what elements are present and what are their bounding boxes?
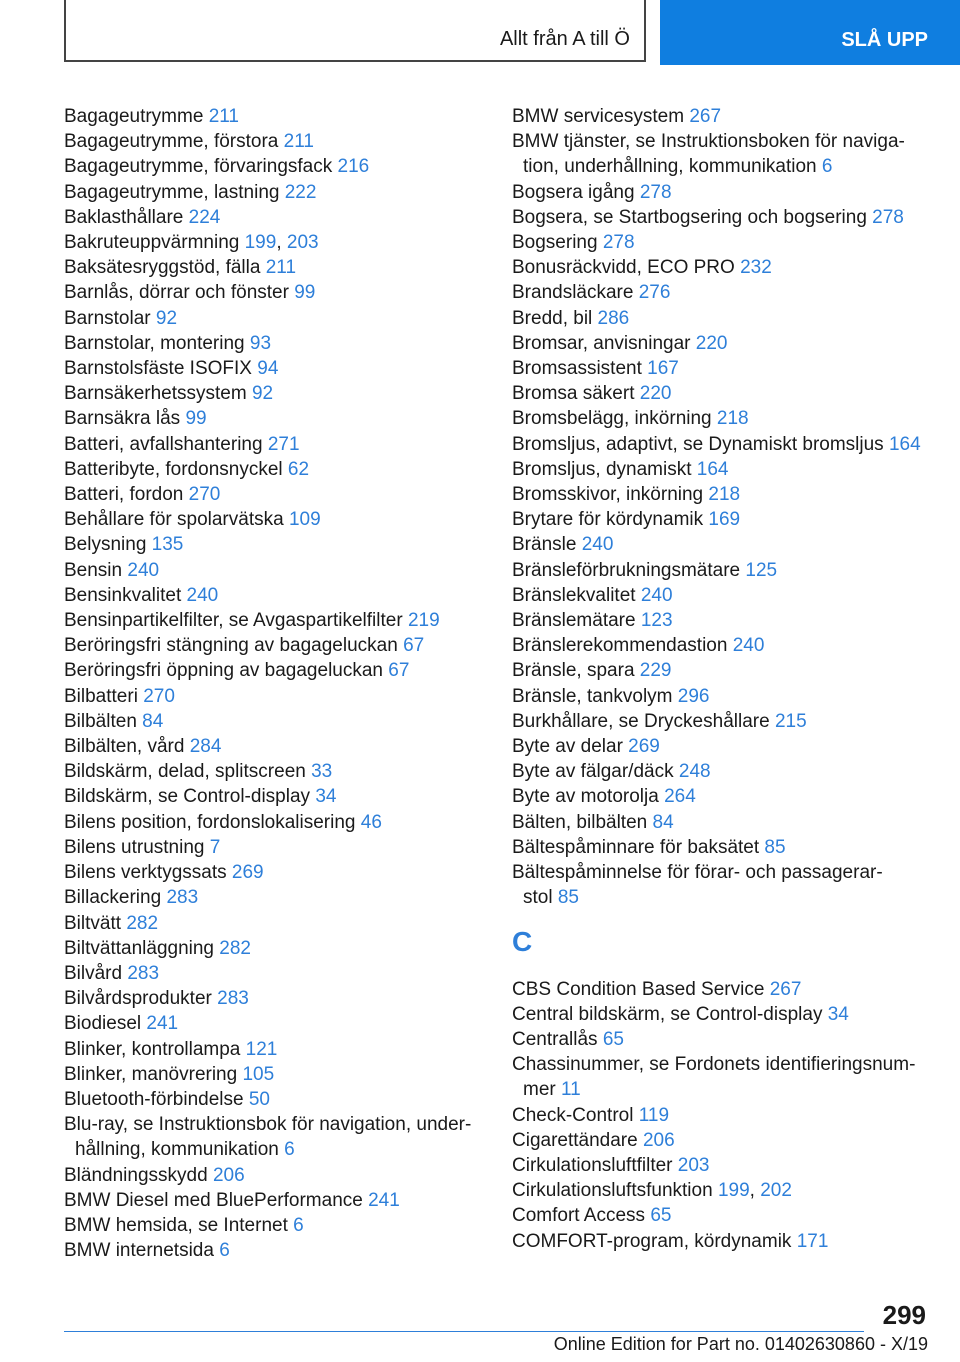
- index-entry: [64, 1011, 484, 1036]
- entry-text: Bältespåminnare för baksätet: [512, 836, 765, 858]
- entry-text: Byte av fälgar/däck: [512, 761, 679, 783]
- entry-text: Byte av delar: [512, 736, 629, 758]
- entry-text: Barnstolar: [64, 307, 156, 329]
- entry-text: mer: [523, 1079, 561, 1101]
- page-link[interactable]: 229: [639, 660, 672, 682]
- index-entry: Cirkulationsluftsfunktion 199, 202: [512, 1180, 792, 1202]
- entry-text: Baksätesryggstöd, fälla: [64, 257, 266, 279]
- page-link[interactable]: 6: [219, 1240, 230, 1262]
- entry-text: Batteri, fordon: [64, 484, 189, 506]
- index-entry: [64, 1163, 484, 1188]
- index-entry: [512, 709, 932, 734]
- index-entry: [64, 558, 484, 583]
- page-link[interactable]: 84: [652, 811, 674, 833]
- page-link[interactable]: 50: [248, 1088, 270, 1110]
- entry-text: Biltvättanläggning: [64, 937, 220, 959]
- index-entry: [64, 507, 484, 532]
- entry-text: Bonusräckvidd, ECO PRO: [512, 257, 741, 279]
- entry-text: Batteribyte, fordonsnyckel: [64, 458, 288, 480]
- page-link[interactable]: 164: [696, 458, 729, 480]
- entry-text: Bromsljus, adaptivt, se Dynamiskt bromsljus: [512, 433, 889, 455]
- page-link[interactable]: 222: [284, 181, 317, 203]
- page-link[interactable]: 121: [245, 1038, 278, 1060]
- entry-text: Bluetooth-förbindelse: [64, 1088, 249, 1110]
- entry-text: Comfort Access: [512, 1205, 651, 1227]
- entry-text: Bilbälten, vård: [64, 736, 190, 758]
- index-entry: [512, 1128, 932, 1153]
- page-link[interactable]: 240: [186, 584, 219, 606]
- entry-text: Beröringsfri stängning av bagageluckan: [64, 635, 404, 657]
- page-link[interactable]: 92: [251, 383, 274, 405]
- index-entry: [64, 356, 484, 381]
- index-entry: Bakruteuppvärmning 199, 203: [64, 232, 319, 254]
- page-link[interactable]: 278: [602, 232, 635, 254]
- page-link[interactable]: 276: [638, 282, 671, 304]
- index-entry: [512, 532, 932, 557]
- page-link[interactable]: 6: [293, 1214, 304, 1236]
- index-entry: [512, 1027, 932, 1052]
- entry-text: tion, underhållning, kommunikation: [523, 156, 822, 178]
- entry-text: Bildskärm, se Control-display: [64, 786, 316, 808]
- index-entry: [512, 583, 932, 608]
- page-link[interactable]: 199: [717, 1180, 750, 1202]
- index-entry: [64, 1087, 484, 1112]
- index-entry: [512, 784, 932, 809]
- page-link[interactable]: 135: [151, 534, 184, 556]
- index-entry: [512, 860, 932, 910]
- page-link[interactable]: 267: [769, 978, 802, 1000]
- entry-text: Beröringsfri öppning av bagageluckan: [64, 660, 389, 682]
- entry-text: Bränslemätare: [512, 610, 641, 632]
- page-link[interactable]: 296: [677, 685, 710, 707]
- page-link[interactable]: 269: [231, 862, 264, 884]
- entry-text: Bilbatteri: [64, 685, 144, 707]
- page-link[interactable]: 240: [640, 584, 673, 606]
- index-entry: [64, 129, 484, 154]
- page-link[interactable]: 84: [142, 710, 164, 732]
- page-link[interactable]: 219: [407, 610, 440, 632]
- entry-text: Bränslekvalitet: [512, 584, 641, 606]
- entry-text: Bilens utrustning: [64, 836, 210, 858]
- entry-text: Barnstolar, montering: [64, 332, 250, 354]
- index-entry: [64, 936, 484, 961]
- page-link[interactable]: 109: [288, 509, 321, 531]
- page-link[interactable]: 286: [597, 307, 630, 329]
- index-entry: [512, 381, 932, 406]
- entry-text: Bogsera igång: [512, 181, 640, 203]
- entry-text: Bränsleförbrukningsmätare: [512, 559, 746, 581]
- page-link[interactable]: 270: [143, 685, 175, 707]
- index-entry: [64, 986, 484, 1011]
- index-entry: [64, 532, 484, 557]
- page-link[interactable]: 211: [265, 257, 297, 279]
- entry-text: Bromsa säkert: [512, 383, 640, 405]
- index-entry: [512, 180, 932, 205]
- index-entry: [512, 684, 932, 709]
- page-link[interactable]: 93: [249, 332, 272, 354]
- footer-edition: Online Edition for Part no. 01402630860 - X/19: [553, 1334, 928, 1354]
- entry-text: Baklasthållare: [64, 206, 189, 228]
- entry-text: Bränsle, spara: [512, 660, 640, 682]
- page-link[interactable]: 267: [689, 106, 722, 127]
- page-link[interactable]: 199: [244, 232, 277, 254]
- index-entry: [64, 658, 484, 683]
- entry-text: Belysning: [64, 534, 152, 556]
- index-entry: [512, 482, 932, 507]
- index-entry: [64, 835, 484, 860]
- page-link[interactable]: 270: [188, 484, 221, 506]
- entry-text: Bilvård: [64, 962, 128, 984]
- index-entry: [64, 860, 484, 885]
- page-link[interactable]: 164: [888, 433, 921, 455]
- page-link[interactable]: 224: [188, 206, 221, 228]
- index-entry: [512, 432, 932, 457]
- entry-text: Centrallås: [512, 1028, 603, 1050]
- page-link[interactable]: 206: [212, 1164, 245, 1186]
- entry-text: Bildskärm, delad, splitscreen: [64, 761, 312, 783]
- index-entry: [64, 180, 484, 205]
- index-entry: [64, 255, 484, 280]
- entry-text: Bensinpartikelfilter, se Avgaspartikelfilter: [64, 610, 408, 632]
- page-link[interactable]: 203: [677, 1154, 710, 1176]
- entry-text: Barnsäkra lås: [64, 408, 186, 430]
- page-link[interactable]: 283: [166, 887, 199, 909]
- entry-text: BMW hemsida, se Internet: [64, 1214, 294, 1236]
- entry-text: Bälten, bilbälten: [512, 811, 653, 833]
- page-header: [64, 0, 960, 65]
- entry-text: Bogsering: [512, 232, 603, 254]
- index-entry: [512, 457, 932, 482]
- index-entry: [64, 154, 484, 179]
- page-link[interactable]: 284: [189, 736, 222, 758]
- index-entry: [64, 633, 484, 658]
- entry-text: Blinker, kontrollampa: [64, 1038, 246, 1060]
- index-entry: [64, 406, 484, 431]
- index-entry: [512, 306, 932, 331]
- page-link[interactable]: 99: [294, 282, 316, 304]
- page-link[interactable]: 6: [821, 156, 833, 178]
- index-entry: [64, 784, 484, 809]
- index-entry: [64, 1238, 484, 1263]
- page-link[interactable]: 211: [283, 131, 314, 153]
- entry-text: BMW Diesel med BluePerformance: [64, 1189, 369, 1211]
- entry-text: Bagageutrymme: [64, 106, 209, 127]
- entry-text: Bogsera, se Startbogsering och bogsering: [512, 206, 873, 228]
- page-link[interactable]: 269: [628, 736, 660, 758]
- index-entry: [512, 633, 932, 658]
- page-link[interactable]: 99: [185, 408, 207, 430]
- tab-lookup-label: SLÅ UPP: [841, 29, 928, 51]
- page-link[interactable]: 34: [827, 1003, 849, 1025]
- index-group-c: [512, 977, 932, 1254]
- footer-divider: [64, 1331, 864, 1332]
- index-entry: [64, 1112, 484, 1162]
- index-entry: [64, 104, 484, 129]
- tab-all-a-to-o-label: Allt från A till Ö: [499, 28, 630, 50]
- index-entry: [512, 356, 932, 381]
- page-link[interactable]: 282: [126, 912, 159, 934]
- page-link[interactable]: 220: [639, 383, 672, 405]
- page-link[interactable]: 6: [284, 1139, 295, 1161]
- page-link[interactable]: 271: [267, 433, 300, 455]
- page-link[interactable]: 206: [642, 1129, 675, 1151]
- index-entry: [64, 432, 484, 457]
- index-entry: [512, 1052, 932, 1102]
- page-link[interactable]: 85: [764, 836, 786, 858]
- index-entry: [64, 709, 484, 734]
- index-entry: [512, 406, 932, 431]
- index-entry: [512, 1229, 932, 1254]
- entry-text: Bilens position, fordonslokalisering: [64, 811, 361, 833]
- index-entry: [512, 255, 932, 280]
- page-link[interactable]: 11: [561, 1079, 581, 1101]
- entry-text: Bredd, bil: [512, 307, 598, 329]
- page-link[interactable]: 283: [217, 988, 249, 1010]
- entry-text: Bakruteuppvärmning: [64, 232, 245, 254]
- entry-text: Bländningsskydd: [64, 1164, 213, 1186]
- page-link[interactable]: 202: [760, 1180, 792, 1202]
- entry-text: stol: [523, 887, 558, 909]
- index-entry: [512, 331, 932, 356]
- entry-text: Biltvätt: [64, 912, 127, 934]
- entry-text: Behållare för spolarvätska: [64, 509, 289, 531]
- page-link[interactable]: 215: [774, 710, 807, 732]
- page-link[interactable]: 171: [796, 1230, 829, 1252]
- page-link[interactable]: 203: [286, 232, 319, 254]
- index-entry: [512, 1153, 932, 1178]
- page-link[interactable]: 264: [664, 786, 696, 808]
- page-link[interactable]: 278: [639, 181, 672, 203]
- page-link[interactable]: 92: [155, 307, 178, 329]
- entry-text: Batteri, avfallshantering: [64, 433, 268, 455]
- entry-text: Biodiesel: [64, 1013, 147, 1035]
- page-link[interactable]: 167: [647, 358, 679, 380]
- page-link[interactable]: 85: [557, 887, 579, 909]
- entry-text: Bilens verktygssats: [64, 862, 232, 884]
- index-entry: [64, 1062, 484, 1087]
- page-link[interactable]: 119: [638, 1104, 670, 1126]
- page-link[interactable]: 220: [695, 332, 728, 354]
- entry-text: Bilbälten: [64, 710, 143, 732]
- index-entry: [64, 457, 484, 482]
- entry-text: Bromsljus, dynamiskt: [512, 458, 697, 480]
- page-link[interactable]: 169: [708, 509, 741, 531]
- entry-text: BMW tjänster, se Instruktionsboken för naviga-: [512, 131, 905, 153]
- index-entry: [512, 1103, 932, 1128]
- page-link[interactable]: 65: [650, 1205, 672, 1227]
- tab-lookup[interactable]: [660, 0, 960, 65]
- index-entry: [64, 1188, 484, 1213]
- page-link[interactable]: 240: [732, 635, 765, 657]
- tab-all-a-to-o[interactable]: [64, 0, 646, 62]
- entry-text: Bromsskivor, inkörning: [512, 484, 709, 506]
- index-entry: [512, 558, 932, 583]
- page-link[interactable]: 67: [403, 635, 425, 657]
- index-entry: [512, 1203, 932, 1228]
- index-entry: [512, 230, 932, 255]
- page-link[interactable]: 125: [745, 559, 778, 581]
- entry-text: Bränslerekommendastion: [512, 635, 733, 657]
- index-column-right: [512, 104, 932, 1254]
- entry-text: Bensin: [64, 559, 128, 581]
- page-link[interactable]: 283: [127, 962, 160, 984]
- entry-text: Barnsäkerhetssystem: [64, 383, 252, 405]
- page-link[interactable]: 211: [208, 106, 239, 127]
- index-entry: [64, 205, 484, 230]
- page-link[interactable]: 123: [640, 610, 673, 632]
- page-link[interactable]: 278: [872, 206, 904, 228]
- page-link[interactable]: 282: [219, 937, 251, 959]
- entry-text: Bränsle, tankvolym: [512, 685, 678, 707]
- entry-text: Bagageutrymme, lastning: [64, 181, 285, 203]
- index-entry: [64, 331, 484, 356]
- index-entry: [64, 608, 484, 633]
- entry-text: Bromsbelägg, inkörning: [512, 408, 717, 430]
- page-link[interactable]: 240: [581, 534, 614, 556]
- index-entry: [512, 129, 932, 179]
- entry-text: Cirkulationsluftfilter: [512, 1154, 678, 1176]
- index-group-b: [512, 104, 932, 911]
- entry-text: Blinker, manövrering: [64, 1063, 243, 1085]
- index-entry: [512, 759, 932, 784]
- entry-text: Brytare för kördynamik: [512, 509, 709, 531]
- entry-text: Brandsläckare: [512, 282, 639, 304]
- index-entry: [512, 810, 932, 835]
- page-link[interactable]: 218: [708, 484, 741, 506]
- page-link[interactable]: 216: [337, 156, 370, 178]
- entry-text: BMW servicesystem: [512, 106, 690, 127]
- entry-text: COMFORT-program, kördynamik: [512, 1230, 797, 1252]
- entry-text: Bensinkvalitet: [64, 584, 187, 606]
- entry-text: Byte av motorolja: [512, 786, 665, 808]
- entry-text: Cigarettändare: [512, 1129, 643, 1151]
- section-letter-c: C: [512, 925, 533, 957]
- entry-text: Cirkulationsluftsfunktion: [512, 1180, 718, 1202]
- entry-text: Bilvårdsprodukter: [64, 988, 218, 1010]
- page-link[interactable]: 67: [388, 660, 410, 682]
- index-entry: [64, 684, 484, 709]
- index-entry: [512, 835, 932, 860]
- index-entry: [64, 381, 484, 406]
- entry-text: CBS Condition Based Service: [512, 978, 770, 1000]
- index-entry: [64, 734, 484, 759]
- index-entry: [512, 977, 932, 1002]
- page-link[interactable]: 46: [360, 811, 382, 833]
- index-entry: [512, 608, 932, 633]
- index-entry: [64, 911, 484, 936]
- entry-text: Check-Control: [512, 1104, 639, 1126]
- entry-text: Blu-ray, se Instruktionsbok för navigation, under-: [64, 1114, 472, 1136]
- index-entry: [64, 1213, 484, 1238]
- page-link[interactable]: 241: [146, 1013, 179, 1035]
- index-entry: [64, 583, 484, 608]
- entry-text: Chassinummer, se Fordonets identifieringsnum-: [512, 1054, 916, 1076]
- entry-text: Bromsar, anvisningar: [512, 332, 696, 354]
- page-link[interactable]: 241: [368, 1189, 400, 1211]
- index-entry: [512, 280, 932, 305]
- index-entry: [512, 734, 932, 759]
- page-number: 299: [882, 1300, 926, 1330]
- page-link[interactable]: 7: [209, 836, 221, 858]
- index-entry: [64, 1037, 484, 1062]
- index-entry: [64, 306, 484, 331]
- entry-text: Bagageutrymme, förstora: [64, 131, 284, 153]
- index-entry: [512, 507, 932, 532]
- index-entry: [64, 885, 484, 910]
- page-link[interactable]: 33: [311, 761, 333, 783]
- entry-text: Barnstolsfäste ISOFIX: [64, 358, 258, 380]
- entry-text: Bagageutrymme, förvaringsfack: [64, 156, 338, 178]
- index-entry: [512, 205, 932, 230]
- page-link[interactable]: 34: [315, 786, 337, 808]
- page-link[interactable]: 218: [716, 408, 749, 430]
- page-link[interactable]: 240: [127, 559, 160, 581]
- entry-text: Barnlås, dörrar och fönster: [64, 282, 295, 304]
- index-entry: [64, 961, 484, 986]
- page-link[interactable]: 248: [678, 761, 711, 783]
- index-column-left: [64, 104, 484, 1263]
- entry-text: Bältespåminnelse för förar- och passagerar-: [512, 862, 883, 884]
- page-link[interactable]: 94: [257, 358, 279, 380]
- page-link[interactable]: 65: [602, 1028, 624, 1050]
- entry-text: Billackering: [64, 887, 167, 909]
- entry-text: Central bildskärm, se Control-display: [512, 1003, 828, 1025]
- entry-text: Bränsle: [512, 534, 582, 556]
- entry-text: BMW internetsida: [64, 1240, 220, 1262]
- index-entry: [512, 658, 932, 683]
- entry-text: Bromsassistent: [512, 358, 648, 380]
- index-entry: [64, 810, 484, 835]
- page-link[interactable]: 62: [287, 458, 310, 480]
- index-entry: [64, 280, 484, 305]
- page-link[interactable]: 105: [242, 1063, 275, 1085]
- entry-text: hållning, kommunikation: [75, 1139, 285, 1161]
- index-entry: [512, 104, 932, 129]
- page-link[interactable]: 232: [740, 257, 772, 279]
- index-entry: [64, 759, 484, 784]
- index-entry: [64, 482, 484, 507]
- index-entry: [512, 1002, 932, 1027]
- entry-text: Burkhållare, se Dryckeshållare: [512, 710, 775, 732]
